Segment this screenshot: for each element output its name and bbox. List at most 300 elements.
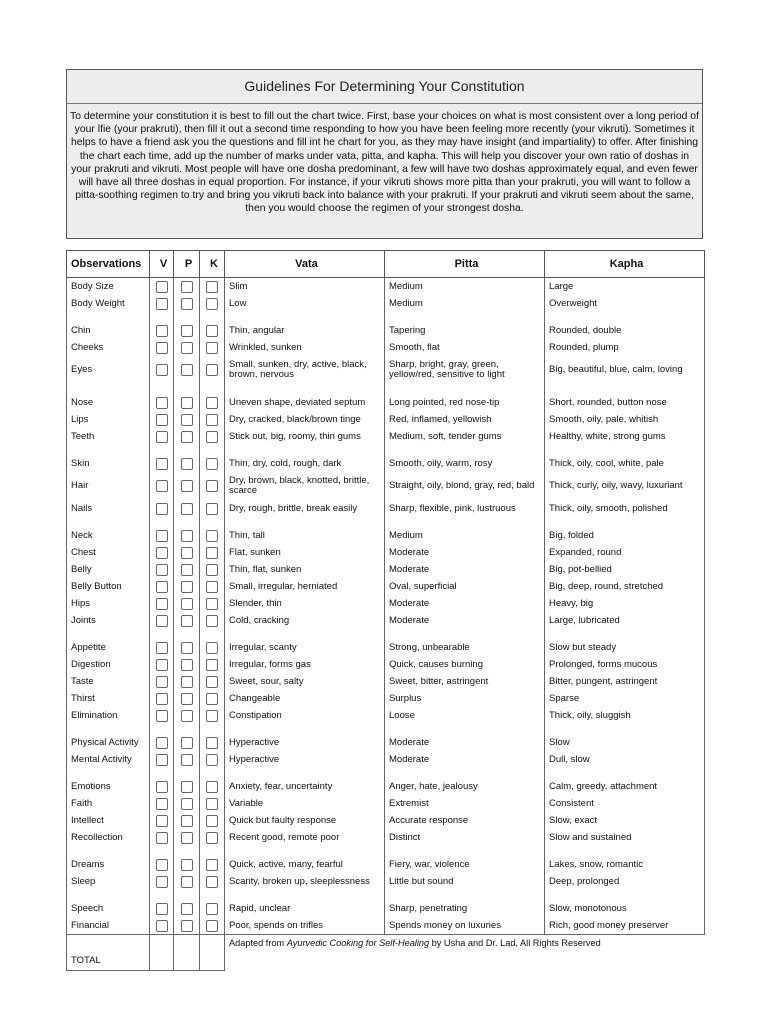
checkbox-v[interactable] (156, 342, 168, 354)
spacer-cell (200, 846, 225, 856)
checkbox-p[interactable] (181, 547, 193, 559)
checkbox-k[interactable] (206, 903, 218, 915)
observation-label: Faith (67, 795, 150, 812)
checkbox-cell-v (150, 639, 174, 656)
vata-trait: Recent good, remote poor (225, 829, 385, 846)
total-label: TOTAL (67, 935, 150, 971)
spacer-cell (200, 629, 225, 639)
checkbox-cell-p (174, 544, 200, 561)
kapha-trait: Thick, oily, sluggish (545, 707, 705, 724)
observation-label: Hair (67, 472, 150, 500)
pitta-trait: Smooth, oily, warm, rosy (385, 455, 545, 472)
checkbox-k[interactable] (206, 832, 218, 844)
table-row (67, 356, 705, 384)
checkbox-cell-v (150, 734, 174, 751)
vata-trait: Thin, angular (225, 322, 385, 339)
checkbox-p[interactable] (181, 564, 193, 576)
checkbox-k[interactable] (206, 325, 218, 337)
table-row (67, 278, 705, 296)
checkbox-p[interactable] (181, 503, 193, 515)
table-row (67, 639, 705, 656)
checkbox-cell-k (200, 707, 225, 724)
vata-trait: Constipation (225, 707, 385, 724)
checkbox-k[interactable] (206, 564, 218, 576)
checkbox-k[interactable] (206, 397, 218, 409)
table-row (67, 578, 705, 595)
intro-text: To determine your constitution it is best to fill out the chart twice. First, base your choices on what is most consistent over a long period of your lfie (your prakruti), then fill it out a second time responding to how you have been feeling more recently (your vikruti). Sometimes it helps to have a friend ask you the questions and fill int he chart for you, as they may have insight (and impartiality) to offer. After finishing the chart each time, add up the number of marks under vata, pitta, and kapha. This will help you discover your own ratio of doshas in your prakruti and vikruti. Most people will have one dosha predominant, a few will have two doshas approximately equal, and even fewer will have all three doshas in equal proportion. For instance, if your vikruti shows more pitta than your prakruti, you will want to follow a pitta-soothing regimen to try and bring you vikruti back into balance with your prakruti. If your prakruti and vikruti seem about the same, then you would choose the regimen of your strongest dosha. (70, 111, 699, 215)
checkbox-p[interactable] (181, 458, 193, 470)
pitta-trait: Quick, causes burning (385, 656, 545, 673)
checkbox-k[interactable] (206, 530, 218, 542)
pitta-trait: Medium, soft, tender gums (385, 428, 545, 445)
checkbox-v[interactable] (156, 414, 168, 426)
spacer-cell (545, 846, 705, 856)
checkbox-cell-v (150, 690, 174, 707)
observation-label: Digestion (67, 656, 150, 673)
checkbox-k[interactable] (206, 676, 218, 688)
spacer-cell (225, 846, 385, 856)
checkbox-p[interactable] (181, 659, 193, 671)
kapha-trait: Short, rounded, button nose (545, 394, 705, 411)
checkbox-p[interactable] (181, 737, 193, 749)
checkbox-v[interactable] (156, 598, 168, 610)
checkbox-p[interactable] (181, 581, 193, 593)
observation-label: Thirst (67, 690, 150, 707)
observation-label: Financial (67, 917, 150, 935)
table-row (67, 873, 705, 890)
checkbox-cell-v (150, 561, 174, 578)
checkbox-v[interactable] (156, 737, 168, 749)
checkbox-cell-p (174, 295, 200, 312)
checkbox-cell-v (150, 795, 174, 812)
checkbox-p[interactable] (181, 364, 193, 376)
checkbox-cell-k (200, 795, 225, 812)
header-p: P (174, 251, 200, 278)
observation-label: Hips (67, 595, 150, 612)
checkbox-cell-v (150, 472, 174, 500)
pitta-trait: Sweet, bitter, astringent (385, 673, 545, 690)
spacer-cell (174, 445, 200, 455)
table-body (67, 278, 705, 935)
checkbox-cell-p (174, 690, 200, 707)
kapha-trait: Lakes, snow, romantic (545, 856, 705, 873)
checkbox-cell-k (200, 394, 225, 411)
table-row (67, 856, 705, 873)
spacer-cell (385, 768, 545, 778)
checkbox-cell-k (200, 472, 225, 500)
checkbox-v[interactable] (156, 615, 168, 627)
checkbox-k[interactable] (206, 710, 218, 722)
observation-label: Taste (67, 673, 150, 690)
spacer-cell (545, 890, 705, 900)
checkbox-k[interactable] (206, 581, 218, 593)
kapha-trait: Prolonged, forms mucous (545, 656, 705, 673)
observation-label: Nose (67, 394, 150, 411)
checkbox-v[interactable] (156, 503, 168, 515)
observation-label: Chest (67, 544, 150, 561)
checkbox-k[interactable] (206, 781, 218, 793)
checkbox-p[interactable] (181, 815, 193, 827)
checkbox-k[interactable] (206, 281, 218, 293)
checkbox-v[interactable] (156, 325, 168, 337)
checkbox-cell-k (200, 734, 225, 751)
checkbox-v[interactable] (156, 710, 168, 722)
checkbox-cell-k (200, 500, 225, 517)
spacer-cell (67, 312, 150, 322)
pitta-trait: Medium (385, 527, 545, 544)
checkbox-cell-p (174, 917, 200, 935)
checkbox-v[interactable] (156, 754, 168, 766)
spacer-cell (225, 629, 385, 639)
table-row (67, 612, 705, 629)
checkbox-k[interactable] (206, 815, 218, 827)
checkbox-p[interactable] (181, 615, 193, 627)
checkbox-cell-p (174, 812, 200, 829)
checkbox-p[interactable] (181, 676, 193, 688)
checkbox-cell-p (174, 278, 200, 296)
page-title: Guidelines For Determining Your Constitution (67, 70, 702, 104)
pitta-trait: Tapering (385, 322, 545, 339)
spacer-cell (225, 517, 385, 527)
checkbox-cell-k (200, 561, 225, 578)
checkbox-k[interactable] (206, 798, 218, 810)
checkbox-p[interactable] (181, 530, 193, 542)
checkbox-k[interactable] (206, 615, 218, 627)
spacer-cell (174, 768, 200, 778)
checkbox-cell-k (200, 751, 225, 768)
kapha-trait: Dull, slow (545, 751, 705, 768)
vata-trait: Quick but faulty response (225, 812, 385, 829)
checkbox-k[interactable] (206, 920, 218, 932)
pitta-trait: Moderate (385, 595, 545, 612)
vata-trait: Anxiety, fear, uncertainty (225, 778, 385, 795)
checkbox-k[interactable] (206, 364, 218, 376)
checkbox-v[interactable] (156, 642, 168, 654)
vata-trait: Thin, tall (225, 527, 385, 544)
checkbox-cell-v (150, 900, 174, 917)
kapha-trait: Slow and sustained (545, 829, 705, 846)
spacer-cell (200, 445, 225, 455)
checkbox-cell-k (200, 322, 225, 339)
checkbox-k[interactable] (206, 480, 218, 492)
vata-trait: Slender, thin (225, 595, 385, 612)
checkbox-cell-p (174, 500, 200, 517)
checkbox-v[interactable] (156, 480, 168, 492)
pitta-trait: Strong, unbearable (385, 639, 545, 656)
credit-book: Ayurvedic Cooking for Self-Healing (286, 938, 430, 948)
vata-trait: Wrinkled, sunken (225, 339, 385, 356)
kapha-trait: Rich, good money preserver (545, 917, 705, 935)
checkbox-cell-k (200, 527, 225, 544)
spacer-cell (385, 724, 545, 734)
checkbox-v[interactable] (156, 693, 168, 705)
checkbox-p[interactable] (181, 642, 193, 654)
spacer-cell (545, 629, 705, 639)
checkbox-k[interactable] (206, 598, 218, 610)
table-row (67, 295, 705, 312)
spacer-cell (545, 768, 705, 778)
checkbox-p[interactable] (181, 298, 193, 310)
checkbox-cell-k (200, 428, 225, 445)
vata-trait: Hyperactive (225, 751, 385, 768)
kapha-trait: Healthy, white, strong gums (545, 428, 705, 445)
checkbox-k[interactable] (206, 503, 218, 515)
checkbox-v[interactable] (156, 530, 168, 542)
vata-trait: Dry, rough, brittle, break easily (225, 500, 385, 517)
vata-trait: Low (225, 295, 385, 312)
checkbox-cell-k (200, 778, 225, 795)
checkbox-v[interactable] (156, 564, 168, 576)
spacer-cell (385, 445, 545, 455)
total-k-cell[interactable] (200, 935, 225, 971)
checkbox-p[interactable] (181, 754, 193, 766)
checkbox-k[interactable] (206, 642, 218, 654)
checkbox-cell-p (174, 751, 200, 768)
checkbox-cell-p (174, 527, 200, 544)
spacer-cell (200, 768, 225, 778)
checkbox-cell-v (150, 673, 174, 690)
vata-trait: Scanty, broken up, sleeplessness (225, 873, 385, 890)
pitta-trait: Smooth, flat (385, 339, 545, 356)
spacer-row (67, 890, 705, 900)
checkbox-p[interactable] (181, 431, 193, 443)
observation-label: Recollection (67, 829, 150, 846)
pitta-trait: Moderate (385, 734, 545, 751)
pitta-trait: Extremist (385, 795, 545, 812)
pitta-trait: Straight, oily, blond, gray, red, bald (385, 472, 545, 500)
checkbox-k[interactable] (206, 737, 218, 749)
kapha-trait: Big, beautiful, blue, calm, loving (545, 356, 705, 384)
checkbox-p[interactable] (181, 859, 193, 871)
checkbox-k[interactable] (206, 414, 218, 426)
checkbox-v[interactable] (156, 798, 168, 810)
checkbox-v[interactable] (156, 676, 168, 688)
table-row (67, 778, 705, 795)
kapha-trait: Slow but steady (545, 639, 705, 656)
kapha-trait: Overweight (545, 295, 705, 312)
pitta-trait: Little but sound (385, 873, 545, 890)
spacer-cell (174, 312, 200, 322)
observation-label: Cheeks (67, 339, 150, 356)
checkbox-v[interactable] (156, 903, 168, 915)
checkbox-cell-p (174, 656, 200, 673)
checkbox-v[interactable] (156, 547, 168, 559)
checkbox-k[interactable] (206, 431, 218, 443)
kapha-trait: Slow, exact (545, 812, 705, 829)
checkbox-k[interactable] (206, 547, 218, 559)
vata-trait: Quick, active, many, fearful (225, 856, 385, 873)
vata-trait: Flat, sunken (225, 544, 385, 561)
checkbox-p[interactable] (181, 832, 193, 844)
table-row (67, 544, 705, 561)
table-row (67, 673, 705, 690)
spacer-cell (174, 724, 200, 734)
checkbox-v[interactable] (156, 876, 168, 888)
checkbox-v[interactable] (156, 815, 168, 827)
spacer-cell (385, 846, 545, 856)
checkbox-p[interactable] (181, 325, 193, 337)
checkbox-v[interactable] (156, 832, 168, 844)
checkbox-k[interactable] (206, 859, 218, 871)
total-v-cell[interactable] (150, 935, 174, 971)
table-row (67, 527, 705, 544)
spacer-cell (385, 312, 545, 322)
spacer-cell (150, 312, 174, 322)
table-row (67, 900, 705, 917)
spacer-cell (545, 724, 705, 734)
observation-label: Speech (67, 900, 150, 917)
checkbox-p[interactable] (181, 798, 193, 810)
vata-trait: Thin, flat, sunken (225, 561, 385, 578)
checkbox-p[interactable] (181, 414, 193, 426)
total-row (67, 935, 705, 971)
kapha-trait: Large (545, 278, 705, 296)
table-row (67, 322, 705, 339)
checkbox-p[interactable] (181, 342, 193, 354)
checkbox-k[interactable] (206, 754, 218, 766)
kapha-trait: Sparse (545, 690, 705, 707)
checkbox-cell-k (200, 295, 225, 312)
kapha-trait: Smooth, oily, pale, whitish (545, 411, 705, 428)
checkbox-p[interactable] (181, 920, 193, 932)
table-row (67, 751, 705, 768)
spacer-cell (225, 445, 385, 455)
spacer-row (67, 517, 705, 527)
checkbox-v[interactable] (156, 920, 168, 932)
kapha-trait: Bitter, pungent, astringent (545, 673, 705, 690)
checkbox-cell-p (174, 472, 200, 500)
pitta-trait: Red, inflamed, yellowish (385, 411, 545, 428)
checkbox-cell-k (200, 339, 225, 356)
table-row (67, 707, 705, 724)
spacer-row (67, 312, 705, 322)
table-row (67, 734, 705, 751)
checkbox-p[interactable] (181, 598, 193, 610)
checkbox-cell-k (200, 812, 225, 829)
checkbox-cell-p (174, 873, 200, 890)
checkbox-v[interactable] (156, 364, 168, 376)
spacer-cell (67, 724, 150, 734)
checkbox-p[interactable] (181, 281, 193, 293)
checkbox-k[interactable] (206, 458, 218, 470)
pitta-trait: Long pointed, red nose-tip (385, 394, 545, 411)
kapha-trait: Rounded, double (545, 322, 705, 339)
checkbox-k[interactable] (206, 298, 218, 310)
checkbox-k[interactable] (206, 342, 218, 354)
observation-label: Chin (67, 322, 150, 339)
checkbox-cell-p (174, 322, 200, 339)
pitta-trait: Moderate (385, 612, 545, 629)
header-kapha: Kapha (545, 251, 705, 278)
spacer-cell (150, 846, 174, 856)
checkbox-p[interactable] (181, 710, 193, 722)
observation-label: Neck (67, 527, 150, 544)
vata-trait: Rapid, unclear (225, 900, 385, 917)
spacer-cell (200, 724, 225, 734)
vata-trait: Slim (225, 278, 385, 296)
checkbox-v[interactable] (156, 659, 168, 671)
checkbox-p[interactable] (181, 876, 193, 888)
vata-trait: Poor, spends on trifles (225, 917, 385, 935)
checkbox-v[interactable] (156, 781, 168, 793)
kapha-trait: Big, deep, round, stretched (545, 578, 705, 595)
table-row (67, 656, 705, 673)
checkbox-v[interactable] (156, 281, 168, 293)
credit-prefix: Adapted from (229, 938, 287, 948)
vata-trait: Sweet, sour, salty (225, 673, 385, 690)
header-k: K (200, 251, 225, 278)
checkbox-cell-k (200, 612, 225, 629)
vata-trait: Thin, dry, cold, rough, dark (225, 455, 385, 472)
table-row (67, 411, 705, 428)
checkbox-cell-k (200, 856, 225, 873)
checkbox-v[interactable] (156, 581, 168, 593)
checkbox-cell-k (200, 544, 225, 561)
checkbox-cell-v (150, 612, 174, 629)
checkbox-cell-k (200, 829, 225, 846)
spacer-cell (174, 846, 200, 856)
checkbox-k[interactable] (206, 693, 218, 705)
checkbox-v[interactable] (156, 859, 168, 871)
header-v: V (150, 251, 174, 278)
spacer-row (67, 629, 705, 639)
observation-label: Lips (67, 411, 150, 428)
checkbox-p[interactable] (181, 693, 193, 705)
table-row (67, 917, 705, 935)
checkbox-v[interactable] (156, 397, 168, 409)
checkbox-k[interactable] (206, 659, 218, 671)
checkbox-cell-v (150, 707, 174, 724)
vata-trait: Irregular, scanty (225, 639, 385, 656)
total-p-cell[interactable] (174, 935, 200, 971)
table-row (67, 472, 705, 500)
spacer-cell (200, 312, 225, 322)
checkbox-cell-v (150, 595, 174, 612)
checkbox-v[interactable] (156, 458, 168, 470)
vata-trait: Uneven shape, deviated septum (225, 394, 385, 411)
checkbox-v[interactable] (156, 298, 168, 310)
checkbox-p[interactable] (181, 781, 193, 793)
spacer-cell (385, 629, 545, 639)
pitta-trait: Moderate (385, 751, 545, 768)
spacer-cell (67, 384, 150, 394)
checkbox-p[interactable] (181, 903, 193, 915)
checkbox-k[interactable] (206, 876, 218, 888)
checkbox-cell-k (200, 900, 225, 917)
pitta-trait: Anger, hate, jealousy (385, 778, 545, 795)
checkbox-cell-p (174, 639, 200, 656)
checkbox-cell-p (174, 578, 200, 595)
observation-label: Intellect (67, 812, 150, 829)
vata-trait: Small, irregular, herniated (225, 578, 385, 595)
vata-trait: Cold, cracking (225, 612, 385, 629)
checkbox-cell-k (200, 595, 225, 612)
checkbox-p[interactable] (181, 397, 193, 409)
checkbox-p[interactable] (181, 480, 193, 492)
checkbox-v[interactable] (156, 431, 168, 443)
checkbox-cell-k (200, 278, 225, 296)
checkbox-cell-k (200, 917, 225, 935)
spacer-cell (200, 384, 225, 394)
kapha-trait: Thick, oily, smooth, polished (545, 500, 705, 517)
observation-label: Belly Button (67, 578, 150, 595)
checkbox-cell-p (174, 612, 200, 629)
checkbox-cell-p (174, 734, 200, 751)
spacer-cell (150, 890, 174, 900)
kapha-trait: Slow, monotonous (545, 900, 705, 917)
spacer-cell (67, 445, 150, 455)
table-row (67, 795, 705, 812)
